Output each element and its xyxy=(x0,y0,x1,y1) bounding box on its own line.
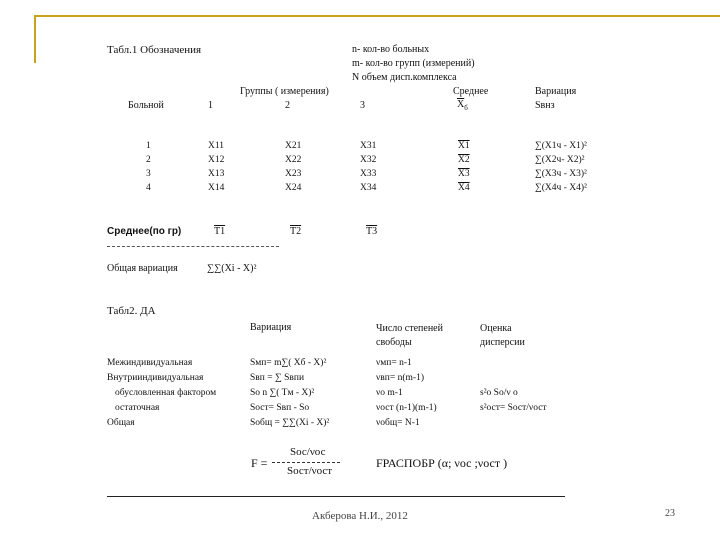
total-variation-label: Общая вариация xyxy=(107,263,178,274)
t2-row-estimate: s²ост= Sост/νост xyxy=(480,403,547,413)
t2-row-variation: Sо n ∑( Tм - X)² xyxy=(250,388,315,398)
variation-symbol: Sвнз xyxy=(535,100,555,111)
f-denominator: Sост/νост xyxy=(287,465,333,477)
f-prefix: F = xyxy=(251,456,268,470)
legend-m: m- кол-во групп (измерений) xyxy=(352,58,475,69)
t2-row-df: νост (n-1)(m-1) xyxy=(376,403,437,413)
groups-label: Группы ( измерения) xyxy=(240,86,329,97)
cell-variation: ∑(X4ч - X4)² xyxy=(535,183,587,193)
variation-label: Вариация xyxy=(535,86,577,97)
frame-top-bar xyxy=(34,15,720,17)
cell-g1: X11 xyxy=(208,141,225,151)
cell-g2: X23 xyxy=(285,169,302,179)
group-mean-1: T1 xyxy=(214,226,226,237)
row-num: 1 xyxy=(146,141,151,151)
cell-g2: X22 xyxy=(285,155,302,165)
t2-row-variation: Sобщ = ∑∑(Xi - X)² xyxy=(250,418,330,428)
t2-row-name: Общая xyxy=(107,418,135,428)
t2-row-variation: Sмп= m∑( Xб - X)² xyxy=(250,358,327,368)
cell-g3: X33 xyxy=(360,169,377,179)
t2-row-df: νвп= n(m-1) xyxy=(376,373,424,383)
cell-g1: X12 xyxy=(208,155,225,165)
t2-row-estimate: s²о Sо/ν о xyxy=(480,388,518,398)
t2-row-df: νобщ= N-1 xyxy=(376,418,420,428)
footer-author: Акберова Н.И., 2012 xyxy=(312,510,408,522)
cell-g2: X21 xyxy=(285,141,302,151)
patient-label: Больной xyxy=(128,100,164,111)
group-num-1: 1 xyxy=(208,100,213,111)
cell-mean: X3 xyxy=(458,169,470,179)
t2-row-name: обусловленная фактором xyxy=(115,388,217,398)
row-num: 4 xyxy=(146,183,151,193)
cell-g3: X34 xyxy=(360,183,377,193)
dashed-divider xyxy=(107,246,279,247)
group-num-3: 3 xyxy=(360,100,365,111)
cell-mean: X4 xyxy=(458,183,470,193)
t2-row-variation: Sвп = ∑ Sвпи xyxy=(250,373,305,383)
t2-row-name: Внутрииндивидуальная xyxy=(107,373,204,383)
cell-g3: X32 xyxy=(360,155,377,165)
table2-title: Табл2. ДА xyxy=(107,305,156,317)
cell-mean: X2 xyxy=(458,155,470,165)
mean-label: Среднее xyxy=(453,86,489,97)
cell-g1: X13 xyxy=(208,169,225,179)
page-number: 23 xyxy=(665,508,675,519)
t2-row-df: νмп= n-1 xyxy=(376,358,412,368)
t2-row-variation: Sост= Sвп - Sо xyxy=(250,403,310,413)
f-numerator: Sос/νос xyxy=(290,446,326,458)
row-num: 3 xyxy=(146,169,151,179)
cell-mean: X1 xyxy=(458,141,470,151)
cell-g2: X24 xyxy=(285,183,302,193)
legend-N: N объем дисп.комплекса xyxy=(352,72,457,83)
group-mean-2: T2 xyxy=(290,226,302,237)
mean-symbol: $\overline{X}_б$ xyxy=(457,99,468,112)
legend-n: n- кол-во больных xyxy=(352,44,430,55)
frame-left-bar xyxy=(34,15,36,63)
f-fraction-line xyxy=(272,462,340,463)
cell-variation: ∑(X3ч - X3)² xyxy=(535,169,587,179)
t2-row-name: остаточная xyxy=(115,403,160,413)
group-num-2: 2 xyxy=(285,100,290,111)
footer-line xyxy=(107,496,565,497)
t2-col-df: Число степеней свободы xyxy=(376,323,443,348)
table1-title: Табл.1 Обозначения xyxy=(107,44,202,56)
group-mean-3: T3 xyxy=(366,226,378,237)
t2-col-estimate: Оценка дисперсии xyxy=(480,323,525,348)
cell-variation: ∑(X2ч- X2)² xyxy=(535,155,585,165)
t2-col-variation: Вариация xyxy=(250,322,292,333)
t2-row-name: Межиндивидуальная xyxy=(107,358,193,368)
cell-g3: X31 xyxy=(360,141,377,151)
total-variation-formula: ∑∑(Xi - X)² xyxy=(207,263,257,274)
cell-g1: X14 xyxy=(208,183,225,193)
group-mean-label: Среднее(по гр) xyxy=(107,226,182,237)
excel-function: FРАСПОБР (α; νос ;νост ) xyxy=(376,456,508,470)
cell-variation: ∑(X1ч - X1)² xyxy=(535,141,587,151)
row-num: 2 xyxy=(146,155,151,165)
t2-row-df: νо m-1 xyxy=(376,388,403,398)
